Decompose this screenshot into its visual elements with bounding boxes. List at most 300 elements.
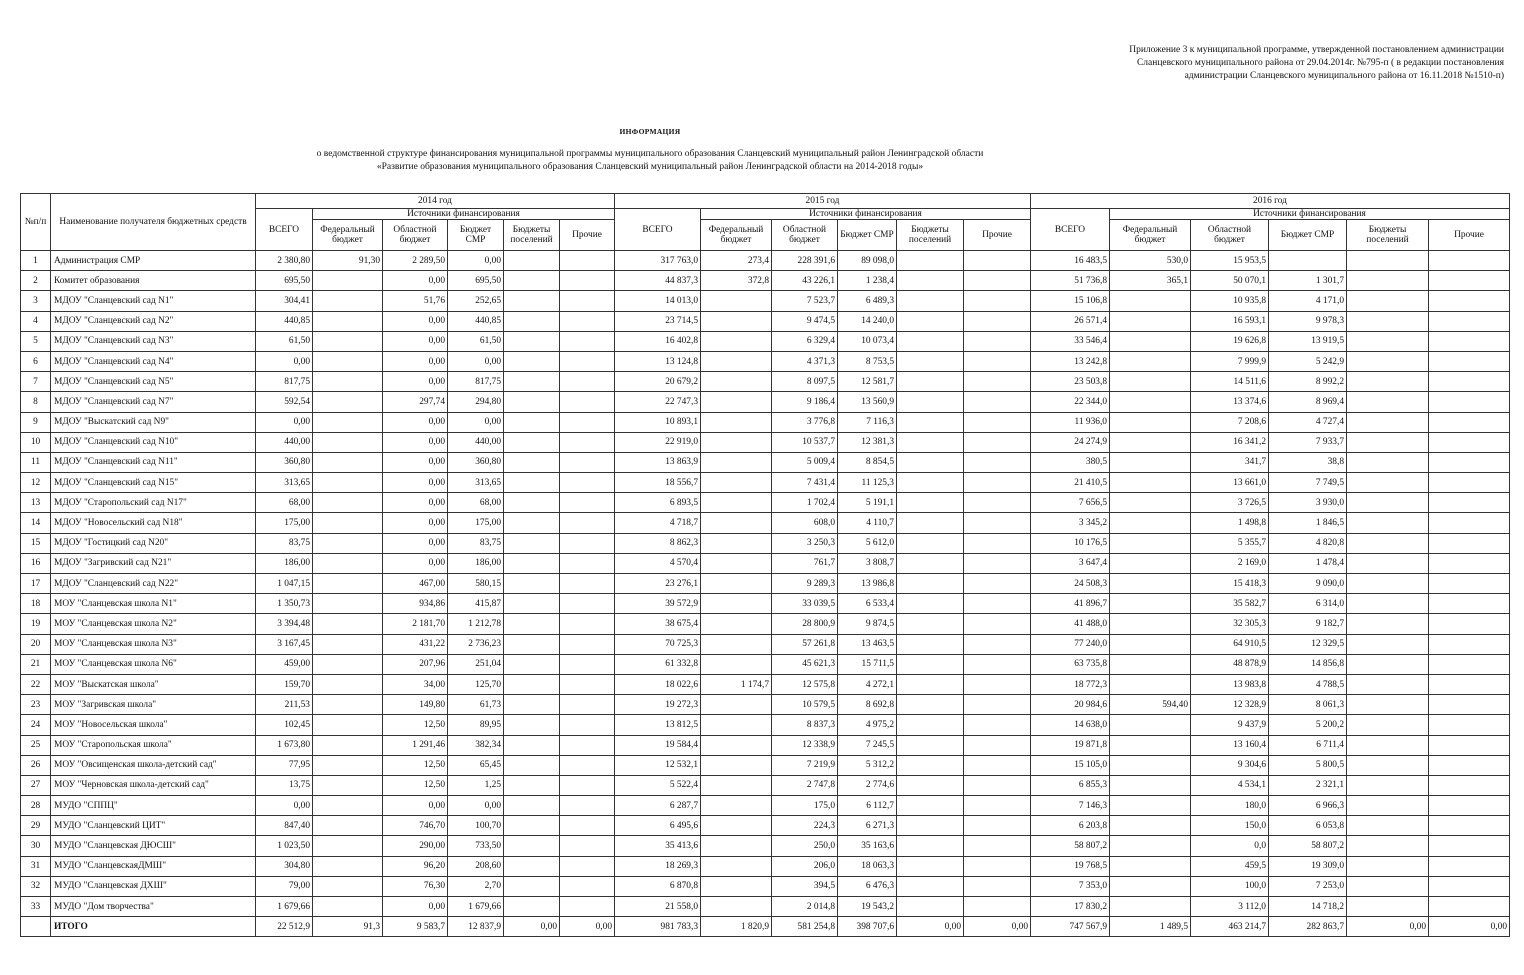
amount-cell: 1 023,50: [256, 836, 313, 856]
amount-cell: [1429, 311, 1510, 331]
amount-cell: 43 226,1: [772, 271, 838, 291]
amount-cell: [560, 715, 615, 735]
amount-cell: 11 125,3: [838, 473, 897, 493]
financing-table: [20, 193, 1510, 937]
amount-cell: [1110, 533, 1191, 553]
amount-cell: 5 355,7: [1191, 533, 1269, 553]
amount-cell: 5 522,4: [615, 775, 701, 795]
amount-cell: [1347, 351, 1429, 371]
amount-cell: [1110, 775, 1191, 795]
amount-cell: 13 124,8: [615, 351, 701, 371]
amount-cell: [1110, 452, 1191, 472]
table-row: [21, 594, 1510, 614]
amount-cell: 9 437,9: [1191, 715, 1269, 735]
amount-cell: 3 250,3: [772, 533, 838, 553]
header-regional-2016: Областной бюджет: [1191, 220, 1269, 251]
amount-cell: 365,1: [1110, 271, 1191, 291]
amount-cell: 7 353,0: [1031, 876, 1110, 896]
amount-cell: [701, 796, 772, 816]
amount-cell: [1347, 372, 1429, 392]
amount-cell: [504, 816, 560, 836]
amount-cell: 9 289,3: [772, 574, 838, 594]
amount-cell: [1347, 452, 1429, 472]
amount-cell: 10 537,7: [772, 432, 838, 452]
amount-cell: [504, 412, 560, 432]
amount-cell: [1429, 574, 1510, 594]
amount-cell: 6 711,4: [1269, 735, 1347, 755]
amount-cell: 1 238,4: [838, 271, 897, 291]
amount-cell: 22 747,3: [615, 392, 701, 412]
amount-cell: 35 582,7: [1191, 594, 1269, 614]
amount-cell: 14 013,0: [615, 291, 701, 311]
amount-cell: 530,0: [1110, 251, 1191, 271]
amount-cell: 6 314,0: [1269, 594, 1347, 614]
amount-cell: [1347, 493, 1429, 513]
amount-cell: 463 214,7: [1191, 917, 1269, 937]
amount-cell: [1110, 654, 1191, 674]
amount-cell: 10 893,1: [615, 412, 701, 432]
amount-cell: [1347, 251, 1429, 271]
amount-cell: [560, 796, 615, 816]
amount-cell: [897, 755, 964, 775]
amount-cell: [964, 674, 1031, 694]
amount-cell: 68,00: [256, 493, 313, 513]
amount-cell: 2 747,8: [772, 775, 838, 795]
amount-cell: 16 593,1: [1191, 311, 1269, 331]
amount-cell: 20 679,2: [615, 372, 701, 392]
amount-cell: 4 718,7: [615, 513, 701, 533]
amount-cell: 2,70: [448, 876, 504, 896]
amount-cell: 0,00: [560, 917, 615, 937]
amount-cell: 14 638,0: [1031, 715, 1110, 735]
table-row: [21, 735, 1510, 755]
amount-cell: 100,0: [1191, 876, 1269, 896]
amount-cell: [964, 291, 1031, 311]
amount-cell: [964, 876, 1031, 896]
row-number: 14: [21, 513, 51, 533]
amount-cell: [1429, 775, 1510, 795]
amount-cell: 594,40: [1110, 695, 1191, 715]
amount-cell: 28 800,9: [772, 614, 838, 634]
table-row: [21, 432, 1510, 452]
amount-cell: 7 749,5: [1269, 473, 1347, 493]
amount-cell: 50 070,1: [1191, 271, 1269, 291]
amount-cell: [1347, 271, 1429, 291]
amount-cell: 4 110,7: [838, 513, 897, 533]
amount-cell: 7 431,4: [772, 473, 838, 493]
amount-cell: [1347, 715, 1429, 735]
amount-cell: 13 160,4: [1191, 735, 1269, 755]
amount-cell: [964, 836, 1031, 856]
header-smr-2016: Бюджет СМР: [1269, 220, 1347, 251]
amount-cell: [560, 876, 615, 896]
amount-cell: 4 727,4: [1269, 412, 1347, 432]
recipient-name: МУДО "СППЦ": [51, 796, 256, 816]
amount-cell: 2 169,0: [1191, 553, 1269, 573]
amount-cell: [701, 856, 772, 876]
amount-cell: [313, 553, 383, 573]
table-row: [21, 634, 1510, 654]
amount-cell: [964, 755, 1031, 775]
amount-cell: 0,00: [504, 917, 560, 937]
amount-cell: 13 661,0: [1191, 473, 1269, 493]
header-regional-2015: Областной бюджет: [772, 220, 838, 251]
amount-cell: [1110, 614, 1191, 634]
amount-cell: 159,70: [256, 674, 313, 694]
amount-cell: 17 830,2: [1031, 897, 1110, 917]
amount-cell: 1 846,5: [1269, 513, 1347, 533]
amount-cell: [1429, 473, 1510, 493]
recipient-name: МДОУ "Выскатский сад N9": [51, 412, 256, 432]
amount-cell: 304,80: [256, 856, 313, 876]
amount-cell: 208,60: [448, 856, 504, 876]
amount-cell: 1 301,7: [1269, 271, 1347, 291]
amount-cell: 0,00: [448, 351, 504, 371]
amount-cell: 1 291,46: [383, 735, 448, 755]
amount-cell: 7 523,7: [772, 291, 838, 311]
recipient-name: МУДО "СланцевскаяДМШ": [51, 856, 256, 876]
amount-cell: [701, 473, 772, 493]
amount-cell: [897, 311, 964, 331]
amount-cell: [1347, 654, 1429, 674]
amount-cell: [1110, 755, 1191, 775]
header-sources-2014: Источники финансирования: [313, 209, 615, 220]
amount-cell: 44 837,3: [615, 271, 701, 291]
amount-cell: 19 626,8: [1191, 331, 1269, 351]
amount-cell: 5 612,0: [838, 533, 897, 553]
amount-cell: 394,5: [772, 876, 838, 896]
amount-cell: 41 896,7: [1031, 594, 1110, 614]
amount-cell: [1347, 533, 1429, 553]
amount-cell: [701, 372, 772, 392]
row-number: 25: [21, 735, 51, 755]
amount-cell: 431,22: [383, 634, 448, 654]
amount-cell: [1110, 291, 1191, 311]
amount-cell: [313, 311, 383, 331]
amount-cell: [1429, 796, 1510, 816]
amount-cell: 0,00: [448, 796, 504, 816]
recipient-name: Администрация СМР: [51, 251, 256, 271]
amount-cell: 695,50: [448, 271, 504, 291]
amount-cell: 934,86: [383, 594, 448, 614]
amount-cell: 1,25: [448, 775, 504, 795]
amount-cell: 0,00: [448, 412, 504, 432]
amount-cell: 13 863,9: [615, 452, 701, 472]
amount-cell: [897, 634, 964, 654]
row-number: 22: [21, 674, 51, 694]
table-row: [21, 775, 1510, 795]
amount-cell: [897, 574, 964, 594]
amount-cell: 341,7: [1191, 452, 1269, 472]
amount-cell: [1110, 715, 1191, 735]
amount-cell: 8 692,8: [838, 695, 897, 715]
amount-cell: [313, 816, 383, 836]
amount-cell: [897, 816, 964, 836]
amount-cell: 10 073,4: [838, 331, 897, 351]
amount-cell: 83,75: [256, 533, 313, 553]
amount-cell: [313, 432, 383, 452]
amount-cell: 13 986,8: [838, 574, 897, 594]
amount-cell: 3 345,2: [1031, 513, 1110, 533]
recipient-name: МДОУ "Сланцевский сад N22": [51, 574, 256, 594]
amount-cell: 9 186,4: [772, 392, 838, 412]
amount-cell: [504, 271, 560, 291]
amount-cell: 252,65: [448, 291, 504, 311]
amount-cell: 459,00: [256, 654, 313, 674]
amount-cell: 23 503,8: [1031, 372, 1110, 392]
amount-cell: 14 240,0: [838, 311, 897, 331]
amount-cell: [964, 574, 1031, 594]
amount-cell: [964, 715, 1031, 735]
amount-cell: 8 097,5: [772, 372, 838, 392]
amount-cell: 20 984,6: [1031, 695, 1110, 715]
amount-cell: [897, 271, 964, 291]
amount-cell: 13 983,8: [1191, 674, 1269, 694]
amount-cell: 4 570,4: [615, 553, 701, 573]
table-row: [21, 513, 1510, 533]
recipient-name: МДОУ "Сланцевский сад N15": [51, 473, 256, 493]
amount-cell: 19 768,5: [1031, 856, 1110, 876]
amount-cell: [1110, 412, 1191, 432]
amount-cell: [897, 735, 964, 755]
amount-cell: 8 862,3: [615, 533, 701, 553]
amount-cell: 0,00: [383, 473, 448, 493]
amount-cell: [560, 331, 615, 351]
header-smr-2014: Бюджет СМР: [448, 220, 504, 251]
amount-cell: 3 112,0: [1191, 897, 1269, 917]
amount-cell: 19 584,4: [615, 735, 701, 755]
table-row: [21, 311, 1510, 331]
amount-cell: 33 039,5: [772, 594, 838, 614]
amount-cell: [560, 372, 615, 392]
amount-cell: 372,8: [701, 271, 772, 291]
recipient-name: МОУ "Загривская школа": [51, 695, 256, 715]
amount-cell: [560, 836, 615, 856]
amount-cell: [897, 251, 964, 271]
recipient-name: МОУ "Черновская школа-детский сад": [51, 775, 256, 795]
table-row: [21, 695, 1510, 715]
recipient-name: МДОУ "Гостицкий сад N20": [51, 533, 256, 553]
amount-cell: [897, 291, 964, 311]
recipient-name: МОУ "Старопольская школа": [51, 735, 256, 755]
amount-cell: [701, 432, 772, 452]
amount-cell: [504, 251, 560, 271]
amount-cell: 4 975,2: [838, 715, 897, 735]
amount-cell: 9 304,6: [1191, 755, 1269, 775]
amount-cell: 19 543,2: [838, 897, 897, 917]
header-total-2015: ВСЕГО: [615, 209, 701, 251]
amount-cell: [897, 392, 964, 412]
amount-cell: 39 572,9: [615, 594, 701, 614]
amount-cell: [1110, 796, 1191, 816]
header-federal-2015: Федеральный бюджет: [701, 220, 772, 251]
amount-cell: 1 047,15: [256, 574, 313, 594]
amount-cell: [964, 533, 1031, 553]
amount-cell: [897, 513, 964, 533]
amount-cell: [897, 715, 964, 735]
amount-cell: 6 533,4: [838, 594, 897, 614]
amount-cell: [964, 372, 1031, 392]
amount-cell: 981 783,3: [615, 917, 701, 937]
amount-cell: 398 707,6: [838, 917, 897, 937]
amount-cell: [313, 533, 383, 553]
amount-cell: [313, 876, 383, 896]
amount-cell: 8 854,5: [838, 452, 897, 472]
header-other-2014: Прочие: [560, 220, 615, 251]
amount-cell: [1110, 331, 1191, 351]
amount-cell: 24 274,9: [1031, 432, 1110, 452]
amount-cell: 12,50: [383, 775, 448, 795]
recipient-name: МОУ "Овсищенская школа-детский сад": [51, 755, 256, 775]
amount-cell: [504, 836, 560, 856]
amount-cell: [1347, 614, 1429, 634]
table-row: [21, 331, 1510, 351]
amount-cell: [1110, 574, 1191, 594]
table-row: [21, 473, 1510, 493]
table-row: [21, 856, 1510, 876]
recipient-name: МДОУ "Сланцевский сад N2": [51, 311, 256, 331]
amount-cell: 13 374,6: [1191, 392, 1269, 412]
amount-cell: [504, 493, 560, 513]
amount-cell: 3 647,4: [1031, 553, 1110, 573]
header-sources-2015: Источники финансирования: [701, 209, 1031, 220]
amount-cell: 7 933,7: [1269, 432, 1347, 452]
amount-cell: 847,40: [256, 816, 313, 836]
recipient-name: МУДО "Дом творчества": [51, 897, 256, 917]
row-number: 9: [21, 412, 51, 432]
amount-cell: [504, 331, 560, 351]
amount-cell: [313, 674, 383, 694]
amount-cell: [964, 695, 1031, 715]
amount-cell: [313, 473, 383, 493]
amount-cell: [313, 856, 383, 876]
amount-cell: 26 571,4: [1031, 311, 1110, 331]
header-smr-2015: Бюджет СМР: [838, 220, 897, 251]
amount-cell: 18 269,3: [615, 856, 701, 876]
amount-cell: 2 736,23: [448, 634, 504, 654]
amount-cell: [504, 553, 560, 573]
amount-cell: [1347, 634, 1429, 654]
amount-cell: 7 116,3: [838, 412, 897, 432]
amount-cell: [313, 755, 383, 775]
amount-cell: 57 261,8: [772, 634, 838, 654]
amount-cell: [964, 614, 1031, 634]
header-year-2015: 2015 год: [615, 194, 1031, 209]
amount-cell: 4 171,0: [1269, 291, 1347, 311]
amount-cell: [1347, 412, 1429, 432]
amount-cell: 2 774,6: [838, 775, 897, 795]
amount-cell: [1110, 836, 1191, 856]
amount-cell: [313, 654, 383, 674]
row-number: 6: [21, 351, 51, 371]
amount-cell: [964, 634, 1031, 654]
header-total-2016: ВСЕГО: [1031, 209, 1110, 251]
recipient-name: МДОУ "Сланцевский сад N7": [51, 392, 256, 412]
row-number: 11: [21, 452, 51, 472]
amount-cell: [964, 513, 1031, 533]
amount-cell: 2 289,50: [383, 251, 448, 271]
amount-cell: [504, 594, 560, 614]
amount-cell: 6 329,4: [772, 331, 838, 351]
amount-cell: 15 418,3: [1191, 574, 1269, 594]
recipient-name: ИТОГО: [51, 917, 256, 937]
amount-cell: [1429, 452, 1510, 472]
amount-cell: 65,45: [448, 755, 504, 775]
amount-cell: 61 332,8: [615, 654, 701, 674]
amount-cell: [964, 271, 1031, 291]
amount-cell: [1429, 251, 1510, 271]
amount-cell: [1347, 775, 1429, 795]
amount-cell: 747 567,9: [1031, 917, 1110, 937]
amount-cell: 100,70: [448, 816, 504, 836]
table-row: [21, 533, 1510, 553]
amount-cell: [897, 674, 964, 694]
amount-cell: 0,00: [383, 796, 448, 816]
amount-cell: 38,8: [1269, 452, 1347, 472]
amount-cell: 360,80: [448, 452, 504, 472]
recipient-name: МОУ "Новосельская школа": [51, 715, 256, 735]
amount-cell: 6 855,3: [1031, 775, 1110, 795]
amount-cell: [1110, 351, 1191, 371]
amount-cell: [504, 775, 560, 795]
table-row: [21, 574, 1510, 594]
header-settlements-2016: Бюджеты поселений: [1347, 220, 1429, 251]
amount-cell: 9 978,3: [1269, 311, 1347, 331]
amount-cell: 24 508,3: [1031, 574, 1110, 594]
amount-cell: 9 874,5: [838, 614, 897, 634]
amount-cell: 440,85: [448, 311, 504, 331]
amount-cell: 5 800,5: [1269, 755, 1347, 775]
amount-cell: 91,30: [313, 251, 383, 271]
amount-cell: 1 489,5: [1110, 917, 1191, 937]
amount-cell: 10 935,8: [1191, 291, 1269, 311]
amount-cell: [964, 493, 1031, 513]
header-settlements-2015: Бюджеты поселений: [897, 220, 964, 251]
table-row: [21, 876, 1510, 896]
amount-cell: [964, 432, 1031, 452]
amount-cell: 382,34: [448, 735, 504, 755]
amount-cell: [1429, 816, 1510, 836]
amount-cell: [313, 372, 383, 392]
amount-cell: 0,00: [448, 251, 504, 271]
amount-cell: [1110, 553, 1191, 573]
amount-cell: 186,00: [448, 553, 504, 573]
amount-cell: [1429, 493, 1510, 513]
amount-cell: 1 673,80: [256, 735, 313, 755]
amount-cell: 22 919,0: [615, 432, 701, 452]
amount-cell: 228 391,6: [772, 251, 838, 271]
amount-cell: 1 350,73: [256, 594, 313, 614]
amount-cell: [560, 735, 615, 755]
amount-cell: 89,95: [448, 715, 504, 735]
amount-cell: 746,70: [383, 816, 448, 836]
amount-cell: 8 969,4: [1269, 392, 1347, 412]
amount-cell: [1347, 594, 1429, 614]
amount-cell: 0,0: [1191, 836, 1269, 856]
amount-cell: [897, 351, 964, 371]
amount-cell: [504, 533, 560, 553]
amount-cell: 4 371,3: [772, 351, 838, 371]
header-federal-2016: Федеральный бюджет: [1110, 220, 1191, 251]
table-row: [21, 897, 1510, 917]
amount-cell: [504, 735, 560, 755]
amount-cell: 592,54: [256, 392, 313, 412]
amount-cell: 0,00: [383, 513, 448, 533]
amount-cell: 15 106,8: [1031, 291, 1110, 311]
amount-cell: [701, 735, 772, 755]
amount-cell: [1347, 553, 1429, 573]
recipient-name: МДОУ "Сланцевский сад N3": [51, 331, 256, 351]
